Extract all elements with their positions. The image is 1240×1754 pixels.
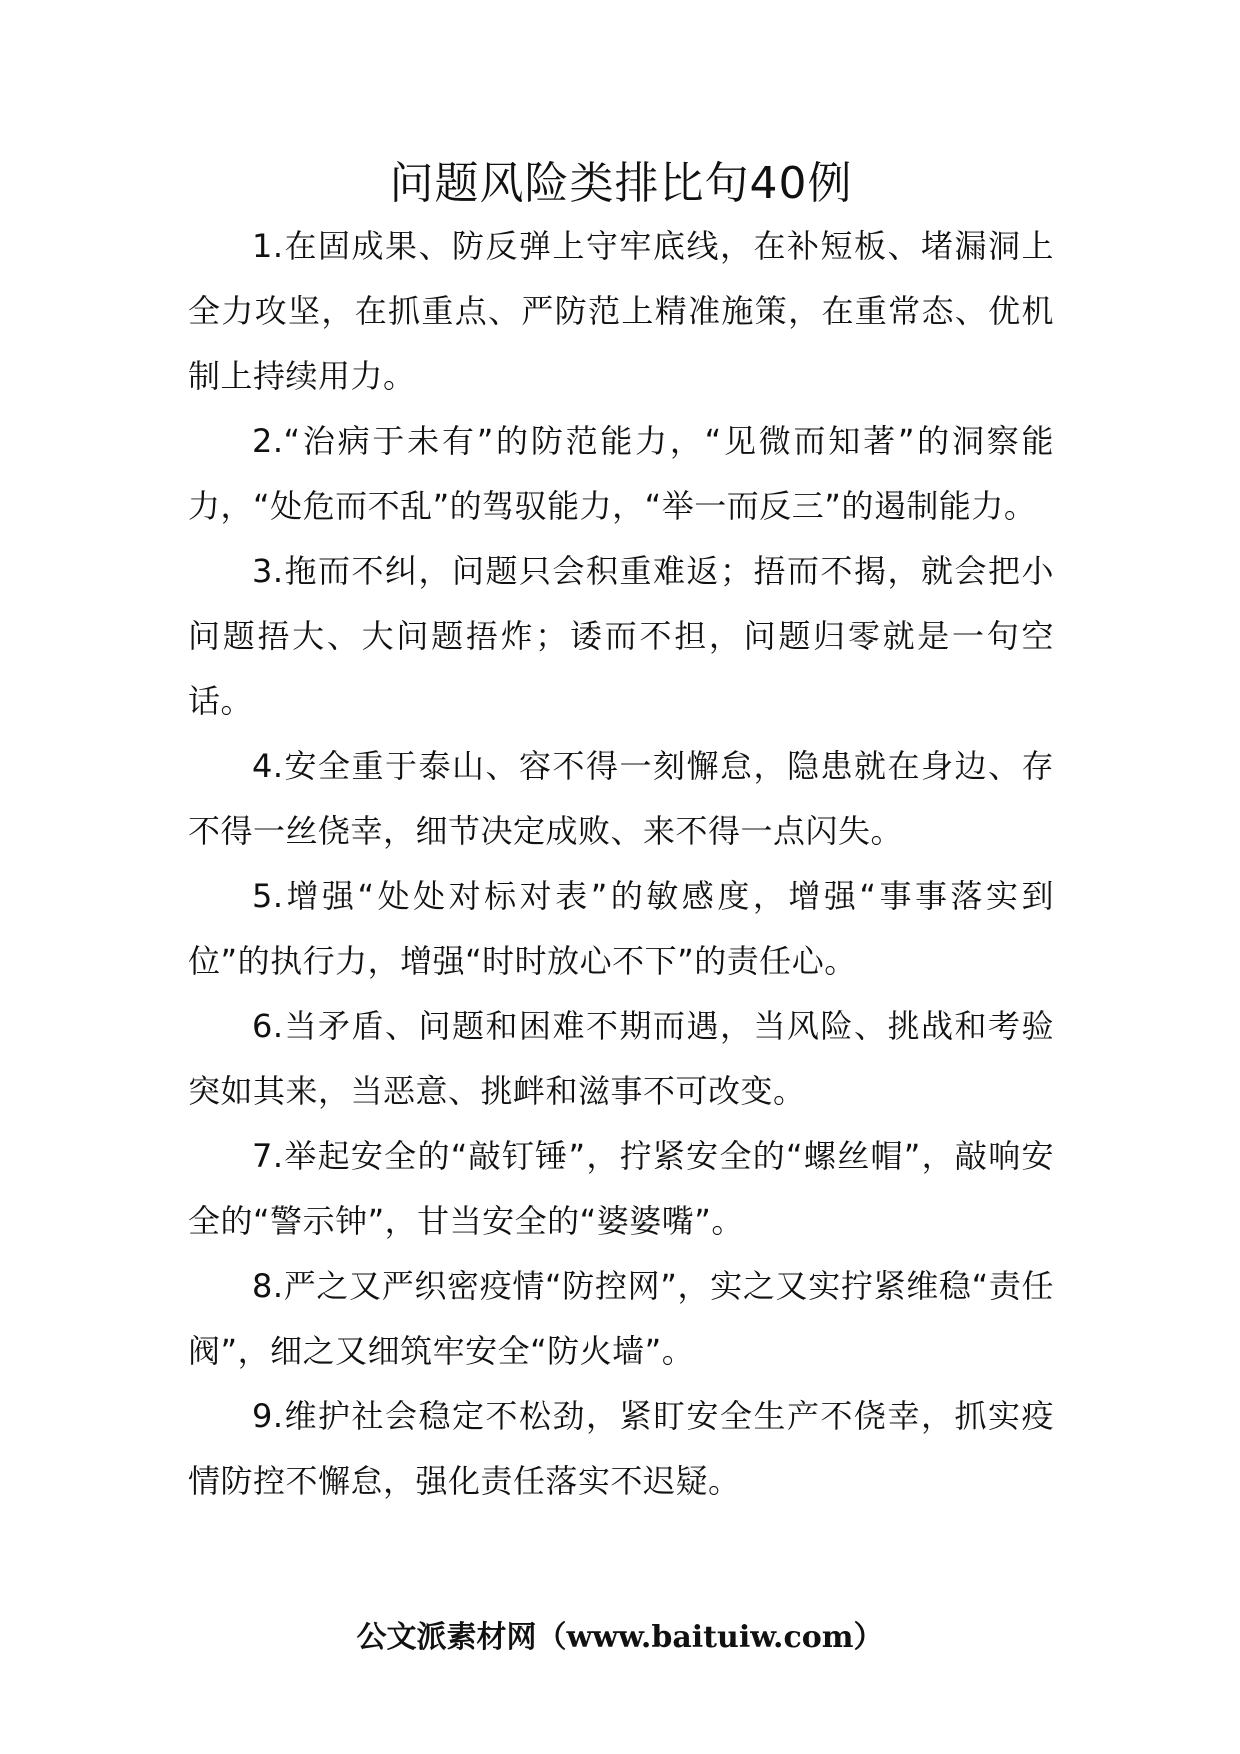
paragraph-5: 5.增强“处处对标对表”的敏感度，增强“事事落实到位”的执行力，增强“时时放心不下”的责任心。 <box>188 877 1054 981</box>
footer-source: 公文派素材网（www.baituiw.com） <box>356 1620 884 1655</box>
paragraph-3: 3.拖而不纠，问题只会积重难返；捂而不揭，就会把小问题捂大、大问题捂炸；诿而不担，问题归零就是一句空话。 <box>188 552 1054 721</box>
paragraph-7: 7.举起安全的“敲钉锤”，拧紧安全的“螺丝帽”，敲响安全的“警示钟”，甘当安全的“婆婆嘴”。 <box>188 1137 1054 1241</box>
paragraph-4: 4.安全重于泰山、容不得一刻懈怠，隐患就在身边、存不得一丝侥幸，细节决定成败、来不得一点闪失。 <box>188 747 1054 851</box>
page-title: 问题风险类排比句40例 <box>389 158 853 209</box>
paragraph-9: 9.维护社会稳定不松劲，紧盯安全生产不侥幸，抓实疫情防控不懈怠，强化责任落实不迟疑。 <box>188 1397 1054 1501</box>
document-body <box>188 155 1054 1514</box>
paragraph-6: 6.当矛盾、问题和困难不期而遇，当风险、挑战和考验突如其来，当恶意、挑衅和滋事不可改变。 <box>188 1007 1054 1111</box>
paragraph-1: 1.在固成果、防反弹上守牢底线，在补短板、堵漏洞上全力攻坚，在抓重点、严防范上精准施策，在重常态、优机制上持续用力。 <box>188 227 1054 396</box>
paragraph-8: 8.严之又严织密疫情“防控网”，实之又实拧紧维稳“责任阀”，细之又细筑牢安全“防火墙”。 <box>188 1267 1054 1371</box>
paragraph-2: 2.“治病于未有”的防范能力，“见微而知著”的洞察能力，“处危而不乱”的驾驭能力，“举一而反三”的遏制能力。 <box>188 422 1054 526</box>
